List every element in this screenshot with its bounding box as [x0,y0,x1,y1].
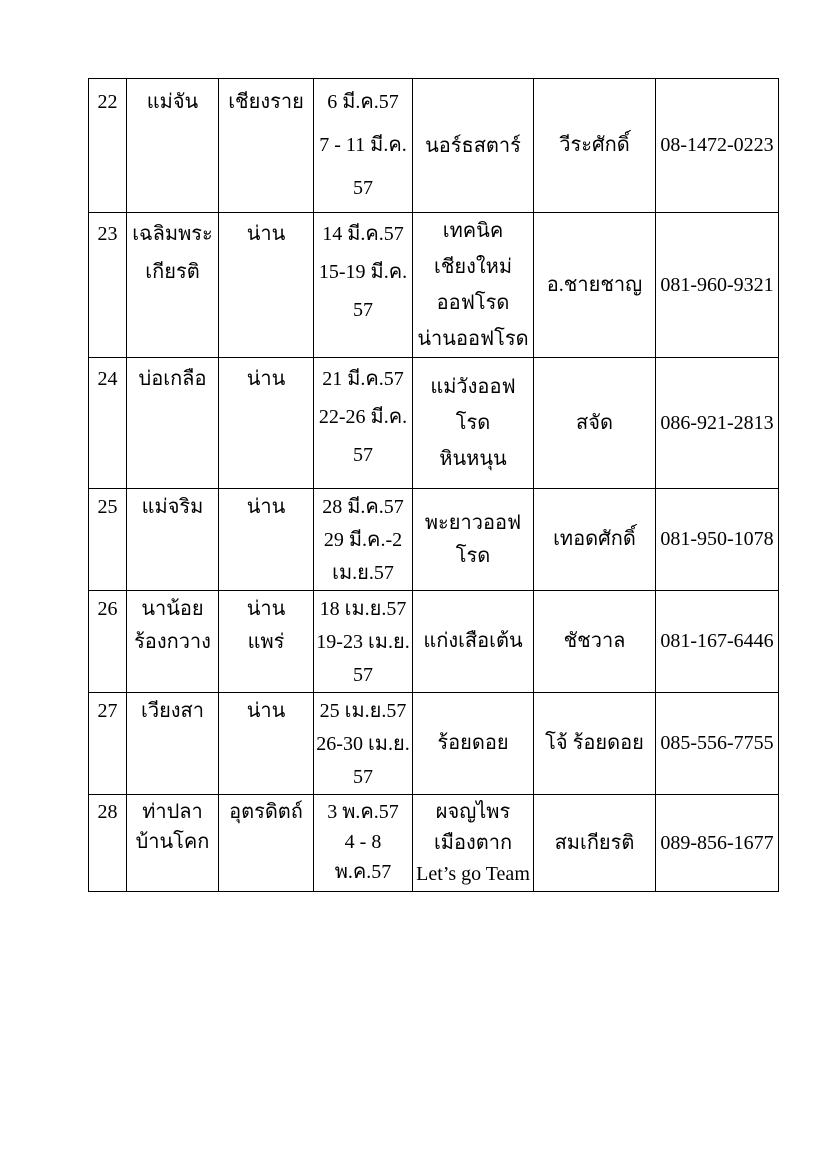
date-cell [314,213,413,358]
province-cell [219,591,314,693]
table-row [89,79,779,213]
province-cell [219,79,314,213]
province-line: น่าน [246,700,286,722]
date-line: 19-23 เม.ย. [316,631,410,653]
contact-name: สจัด [576,412,613,434]
organizer-line: เทคนิคเชียงใหม่ [433,220,513,278]
province-line: น่าน [246,496,286,518]
table-row [89,213,779,358]
row-number-cell [89,358,127,489]
contact-name: อ.ชายชาญ [546,274,643,296]
contact-name: เทอดศักดิ์ [553,528,636,550]
date-line: 14 มี.ค.57 [322,223,404,245]
row-number: 22 [97,91,118,113]
organizer-cell [413,795,534,892]
district-line: แม่จริม [141,496,204,518]
phone-number: 085-556-7755 [660,732,774,754]
district-line: เกียรติ [145,261,200,283]
row-number: 27 [97,700,118,722]
phone-cell [656,358,779,489]
contact-name: วีระศักดิ์ [559,134,630,156]
date-line: 15-19 มี.ค. [318,261,408,283]
district-cell [127,213,219,358]
province-line: น่าน [246,368,286,390]
district-cell [127,79,219,213]
province-cell [219,213,314,358]
organizer-line: แม่วังออฟโรด [430,376,516,434]
row-number-cell [89,591,127,693]
date-cell [314,591,413,693]
contact-cell [534,358,656,489]
date-line: 29 มี.ค.-2 [323,529,403,551]
table-row [89,693,779,795]
contact-cell [534,795,656,892]
row-number: 28 [97,801,118,823]
contact-name: ชัชวาล [563,630,626,652]
phone-number: 081-950-1078 [660,528,774,550]
district-line: ร้องกวาง [134,631,211,653]
phone-cell [656,79,779,213]
district-cell [127,693,219,795]
organizer-line: ออฟโรด [436,292,510,314]
date-line: 7 - 11 มี.ค. [319,134,407,156]
district-line: แม่จัน [146,91,199,113]
phone-number: 089-856-1677 [660,832,774,854]
contact-name: โจ้ ร้อยดอย [545,732,644,754]
row-number-cell [89,213,127,358]
phone-number: 08-1472-0223 [660,134,774,156]
date-cell [314,489,413,591]
table-row [89,591,779,693]
date-line: 4 - 8 พ.ค.57 [334,831,392,883]
row-number-cell [89,795,127,892]
organizer-line: Let’s go Team [416,862,530,885]
row-number-cell [89,693,127,795]
district-cell [127,489,219,591]
province-cell [219,693,314,795]
province-line: น่าน [246,223,286,245]
organizer-line: พะยาวออฟโรด [424,511,522,567]
contact-cell [534,79,656,213]
organizer-cell [413,79,534,213]
organizer-line: แก่งเสือเต้น [423,630,523,652]
organizer-line: หินหนุน [439,448,507,470]
contact-cell [534,693,656,795]
row-number-cell [89,79,127,213]
contact-cell [534,213,656,358]
organizer-cell [413,693,534,795]
table-row [89,795,779,892]
province-line: น่าน [246,598,286,620]
row-number: 26 [97,598,118,620]
district-line: เฉลิมพระ [132,223,213,245]
table-row [89,358,779,489]
organizer-line: ร้อยดอย [437,732,509,754]
date-line: 57 [353,766,373,788]
organizer-cell [413,213,534,358]
row-number-cell [89,489,127,591]
organizer-line: นอร์ธสตาร์ [425,134,521,157]
phone-number: 081-960-9321 [660,274,774,296]
date-line: 18 เม.ย.57 [319,598,407,620]
date-cell [314,79,413,213]
district-cell [127,591,219,693]
phone-cell [656,693,779,795]
contact-cell [534,591,656,693]
row-number: 23 [97,223,118,245]
date-line: 25 เม.ย.57 [319,700,407,722]
row-number: 25 [97,496,118,518]
organizer-cell [413,591,534,693]
date-line: 6 มี.ค.57 [327,91,399,113]
date-line: 26-30 เม.ย. [316,733,410,755]
date-cell [314,795,413,892]
province-line: เชียงราย [228,91,304,113]
date-line: 28 มี.ค.57 [322,496,404,518]
date-cell [314,693,413,795]
district-line: เวียงสา [141,700,204,722]
phone-number: 086-921-2813 [660,412,774,434]
organizer-line: ผจญไพร [435,800,511,823]
date-line: เม.ย.57 [332,562,394,584]
district-line: บ้านโคก [135,831,210,853]
contact-name: สมเกียรติ [554,832,635,854]
phone-cell [656,795,779,892]
district-line: ท่าปลา [142,801,203,823]
phone-cell [656,591,779,693]
date-line: 57 [353,664,373,686]
province-cell [219,489,314,591]
date-line: 57 [353,444,373,466]
province-cell [219,795,314,892]
date-line: 57 [353,299,373,321]
district-cell [127,358,219,489]
date-line: 3 พ.ค.57 [327,801,399,823]
row-number: 24 [97,368,118,390]
province-line: อุตรดิตถ์ [229,801,303,823]
organizer-line: น่านออฟโรด [417,328,529,350]
phone-cell [656,489,779,591]
province-cell [219,358,314,489]
district-cell [127,795,219,892]
date-cell [314,358,413,489]
table-row [89,489,779,591]
phone-cell [656,213,779,358]
organizer-cell [413,489,534,591]
province-line: แพร่ [247,631,285,653]
event-schedule-table [88,78,779,892]
district-line: นาน้อย [141,598,204,620]
date-line: 57 [353,177,373,199]
organizer-line: เมืองตาก [433,831,513,854]
organizer-cell [413,358,534,489]
phone-number: 081-167-6446 [660,630,774,652]
date-line: 21 มี.ค.57 [322,368,404,390]
date-line: 22-26 มี.ค. [318,406,408,428]
contact-cell [534,489,656,591]
district-line: บ่อเกลือ [138,368,207,390]
